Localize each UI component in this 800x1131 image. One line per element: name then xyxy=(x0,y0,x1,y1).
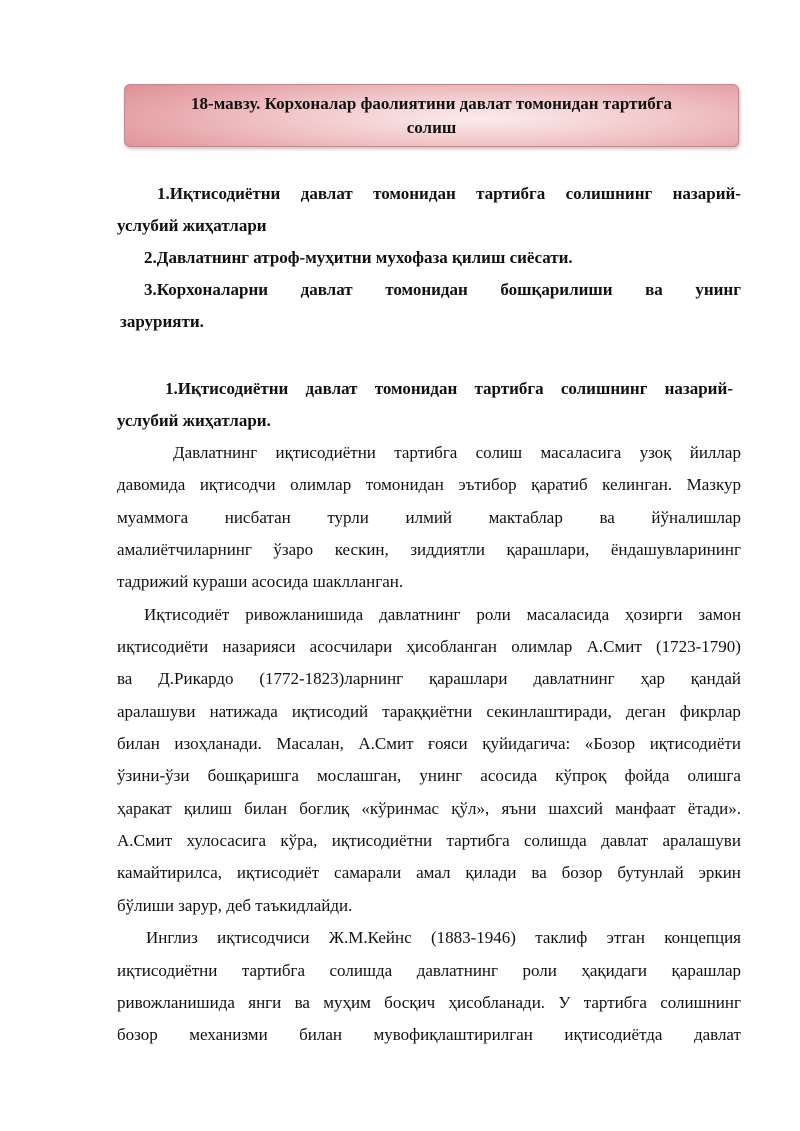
word: роли xyxy=(476,604,511,624)
word: босқич xyxy=(384,992,436,1012)
word: А.Смит xyxy=(117,831,173,851)
word: унинг xyxy=(419,766,463,786)
topic-title-line-2: солиш xyxy=(406,118,457,137)
word: қарашлари, xyxy=(506,540,590,560)
word: назарий- xyxy=(672,184,741,203)
word: солишнинг xyxy=(660,992,741,1012)
topic-title-line-1: 18-мавзу. Корхоналар фаолиятини давлат томонидан тартибга xyxy=(191,94,672,113)
word: давлат xyxy=(693,1025,741,1045)
body-line xyxy=(117,857,741,889)
word: иқтисодиёти xyxy=(649,734,741,754)
word: иқтисодчиси xyxy=(217,928,310,948)
word: боғлиқ xyxy=(299,798,350,818)
word: амал xyxy=(416,863,451,883)
word: давлат xyxy=(300,280,353,299)
word: солиш xyxy=(475,443,523,462)
word: олимлар xyxy=(290,475,352,495)
word: яъни xyxy=(501,798,537,818)
word: иқтисодий xyxy=(291,701,369,721)
word: ва xyxy=(599,507,615,527)
word: тартибга xyxy=(476,184,546,203)
body-line xyxy=(117,987,741,1019)
body-line xyxy=(117,663,741,695)
word: қарашлар xyxy=(671,960,741,980)
word: ёндашувларининг xyxy=(610,540,741,560)
body-line: тадрижий кураши асосида шаклланган. xyxy=(117,572,404,592)
word: тартибга xyxy=(394,443,458,462)
word: муаммога xyxy=(117,507,189,527)
word: эътибор xyxy=(458,475,517,495)
body-line xyxy=(117,1019,741,1051)
body-paragraphs xyxy=(117,437,741,1052)
word: фойда xyxy=(624,766,670,786)
body-line xyxy=(117,631,741,663)
word: зиддиятли xyxy=(410,540,485,560)
word: тартибга xyxy=(446,831,510,851)
word: роли xyxy=(522,960,557,980)
word: мослашган, xyxy=(317,766,402,786)
word: ва xyxy=(117,669,133,689)
word: ҳозирги xyxy=(625,604,683,624)
word: деган xyxy=(625,701,666,721)
word: солишнинг xyxy=(560,379,648,398)
word: «Бозор xyxy=(584,734,636,754)
word: масаласида xyxy=(526,604,610,624)
body-line: бўлиши зарур, деб таъкидлайди. xyxy=(117,895,353,915)
word: концепция xyxy=(664,928,741,948)
word: муҳим xyxy=(323,992,371,1012)
word: қарашлари xyxy=(428,669,508,689)
outline-item-3-text xyxy=(144,274,741,306)
word: иқтисодиётни xyxy=(117,960,218,980)
word: солишда xyxy=(329,960,393,980)
section-heading xyxy=(117,373,741,437)
word: ҳаракат xyxy=(117,798,172,818)
word: иқтисодиётда xyxy=(564,1025,663,1045)
word: таклиф xyxy=(535,928,588,948)
section-heading-text xyxy=(165,373,733,405)
word: давлатнинг xyxy=(533,669,615,689)
word: кескин, xyxy=(334,540,389,560)
word: кўпроқ xyxy=(555,766,607,786)
word: 3.Корхоналарни xyxy=(144,280,269,299)
word: томонидан xyxy=(365,475,444,495)
section-heading-line-2: услубий жиҳатлари. xyxy=(117,411,271,430)
word: солишнинг xyxy=(565,184,653,203)
word: замон xyxy=(698,604,741,624)
word: этган xyxy=(606,928,645,948)
body-line xyxy=(117,922,741,954)
body-line xyxy=(117,469,741,501)
word: А.Смит xyxy=(586,637,642,657)
word: давлат xyxy=(601,831,649,851)
body-line xyxy=(117,793,741,825)
word: изоҳланади. xyxy=(174,734,262,754)
word: ҳисобланади. xyxy=(448,992,546,1012)
body-line xyxy=(117,760,741,792)
word: А.Смит xyxy=(358,734,414,754)
word: Масалан, xyxy=(276,734,344,754)
body-line xyxy=(117,728,741,760)
outline-item-1-line-2: услубий жиҳатлари xyxy=(117,216,267,235)
word: натижада xyxy=(209,701,278,721)
word: қилади xyxy=(465,863,517,883)
outline-item-2: 2.Давлатнинг атроф-муҳитни мухофаза қилиш сиёсати. xyxy=(144,248,573,267)
word: 1.Иқтисодиётни xyxy=(157,184,281,203)
word: қуйидагича: xyxy=(482,734,571,754)
word: билан xyxy=(117,734,160,754)
word: ҳар xyxy=(640,669,665,689)
word: эркин xyxy=(698,863,741,883)
word: илмий xyxy=(405,507,453,527)
word: асосчилари xyxy=(309,637,393,657)
word: тартибга xyxy=(583,992,647,1012)
word: иқтисодиёти xyxy=(117,637,209,657)
word: бошқаришга xyxy=(207,766,299,786)
word: самарали xyxy=(333,863,402,883)
word: масаласига xyxy=(540,443,622,462)
word: ва xyxy=(645,280,663,299)
word: (1883-1946) xyxy=(430,928,516,948)
word: қилиш xyxy=(183,798,232,818)
word: аралашуви xyxy=(662,831,741,851)
word: (1723-1790) xyxy=(655,637,741,657)
word: ётади». xyxy=(687,798,741,818)
word: давлат xyxy=(300,184,353,203)
outline-item-3-line-1 xyxy=(117,274,741,306)
word: иқтисодиётни xyxy=(331,831,433,851)
word: иқтисодиётни xyxy=(275,443,376,462)
word: асосида xyxy=(480,766,538,786)
word: давлат xyxy=(305,379,358,398)
word: олимлар xyxy=(511,637,573,657)
outline-item-1-line-1 xyxy=(117,178,741,210)
word: томонидан xyxy=(374,379,458,398)
word: бошқарилиши xyxy=(500,280,613,299)
word: ҳисобланган xyxy=(406,637,498,657)
outline-item-1-text xyxy=(157,178,741,210)
word: 1.Иқтисодиётни xyxy=(165,379,289,398)
word: солишда xyxy=(524,831,587,851)
word: давлатнинг xyxy=(416,960,498,980)
word: томонидан xyxy=(385,280,468,299)
word: амалиётчиларнинг xyxy=(117,540,252,560)
word: ва xyxy=(294,992,310,1012)
word: кўра, xyxy=(280,831,318,851)
word: У xyxy=(558,992,571,1012)
body-line xyxy=(117,696,741,728)
word: Мазкур xyxy=(686,475,741,495)
word: иқтисодчи xyxy=(199,475,276,495)
word: қўл», xyxy=(451,798,490,818)
word: Ж.М.Кейнс xyxy=(328,928,412,948)
word: Давлатнинг xyxy=(173,443,258,462)
word: ривожланишида xyxy=(245,604,364,624)
word: секинлаштиради, xyxy=(486,701,612,721)
word: (1772-1823)ларнинг xyxy=(259,669,404,689)
word: ўзини-ўзи xyxy=(117,766,190,786)
word: бозор xyxy=(117,1025,158,1045)
word: билан xyxy=(244,798,287,818)
body-line xyxy=(117,502,741,534)
word: томонидан xyxy=(373,184,456,203)
topic-outline xyxy=(117,178,741,338)
body-line xyxy=(117,955,741,987)
topic-title-banner xyxy=(124,84,739,147)
word: узоқ xyxy=(639,443,672,462)
word: Д.Рикардо xyxy=(158,669,234,689)
word: бутунлай xyxy=(617,863,684,883)
body-line xyxy=(117,825,741,857)
word: тартибга xyxy=(474,379,544,398)
word: унинг xyxy=(695,280,741,299)
word: иқтисодиёт xyxy=(236,863,320,883)
word: «кўринмас xyxy=(361,798,440,818)
word: Инглиз xyxy=(146,928,198,948)
word: йўналишлар xyxy=(651,507,741,527)
word: мувофиқлаштирилган xyxy=(373,1025,533,1045)
word: ва xyxy=(531,863,547,883)
word: назарияси xyxy=(222,637,296,657)
word: қаратиб xyxy=(531,475,588,495)
word: ҳақидаги xyxy=(581,960,648,980)
word: билан xyxy=(299,1025,343,1045)
word: ривожланишида xyxy=(117,992,235,1012)
word: мактаблар xyxy=(488,507,563,527)
word: келинган. xyxy=(602,475,673,495)
word: қандай xyxy=(690,669,741,689)
body-line xyxy=(117,437,741,469)
word: ўзаро xyxy=(273,540,314,560)
outline-item-3-line-2: зарурияти. xyxy=(120,312,204,331)
word: манфаат xyxy=(615,798,676,818)
word: тараққиётни xyxy=(382,701,473,721)
word: назарий- xyxy=(664,379,733,398)
word: ғояси xyxy=(428,734,468,754)
word: бозор xyxy=(561,863,603,883)
section-heading-line-1 xyxy=(117,373,741,405)
word: давомида xyxy=(117,475,186,495)
word: турли xyxy=(327,507,369,527)
word: Иқтисодиёт xyxy=(144,604,230,624)
word: шахсий xyxy=(548,798,603,818)
body-line xyxy=(117,534,741,566)
word: фикрлар xyxy=(679,701,741,721)
word: механизми xyxy=(189,1025,268,1045)
word: хулосасига xyxy=(186,831,266,851)
word: янги xyxy=(248,992,282,1012)
word: нисбатан xyxy=(224,507,291,527)
word: камайтирилса, xyxy=(117,863,222,883)
word: йиллар xyxy=(689,443,741,462)
word: тартибга xyxy=(241,960,306,980)
word: олишга xyxy=(687,766,741,786)
body-line xyxy=(117,599,741,631)
word: давлатнинг xyxy=(379,604,461,624)
word: аралашуви xyxy=(117,701,196,721)
